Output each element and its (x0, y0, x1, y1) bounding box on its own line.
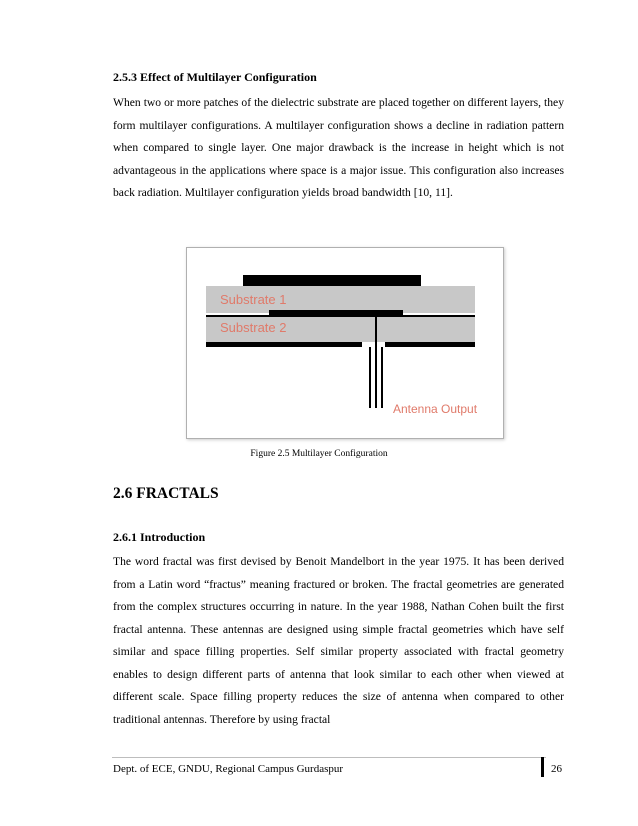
middle-patch (269, 310, 403, 315)
feed-outer-right (381, 347, 383, 408)
footer-page-bar (541, 757, 544, 777)
substrate-2-label: Substrate 2 (220, 320, 287, 335)
ground-plane-left (206, 342, 362, 347)
section-paragraph-2-6-1: The word fractal was first devised by Benoit Mandelbort in the year 1975. It has been derived from a Latin word “fractus” meaning fractured or broken. The fractal geometries are generated from the complex structures occurring in nature. In the year 1988, Nathan Cohen built the first fractal antenna. These antennas are designed using simple fractal geometries which have self similar and space filling properties. Self similar property associated with fractal geometry enables to design different parts of antenna that look similar to each other when viewed at different scale. Space filling property reduces the size of antenna when compared to other traditional antennas. Therefore by using fractal (113, 555, 564, 726)
figure-diagram (187, 248, 503, 438)
section-heading-2-5-3: 2.5.3 Effect of Multilayer Configuration (113, 70, 317, 84)
page-number: 26 (551, 763, 562, 775)
section-heading-2-6-1: 2.6.1 Introduction (113, 530, 206, 544)
layer-divider (206, 315, 475, 317)
figure-multilayer-configuration (186, 247, 504, 439)
substrate-1-label: Substrate 1 (220, 292, 287, 307)
feed-outer-left (369, 347, 371, 408)
ground-plane-right (385, 342, 475, 347)
section-heading-2-6: 2.6 FRACTALS (113, 485, 219, 502)
top-patch (243, 275, 421, 286)
figure-caption: Figure 2.5 Multilayer Configuration (250, 449, 388, 459)
antenna-output-label: Antenna Output (393, 402, 478, 416)
footer-divider (112, 757, 546, 758)
footer-department: Dept. of ECE, GNDU, Regional Campus Gurdaspur (113, 763, 344, 775)
feed-probe (375, 315, 377, 408)
section-paragraph-2-5-3: When two or more patches of the dielectric substrate are placed together on different layers, they form multilayer configurations. A multilayer configuration shows a decline in radiation pattern when compared to single layer. One major drawback is the increase in height which is not advantageous in the applications where space is a major issue. This configuration also increases back radiation. Multilayer configuration yields broad bandwidth [10, 11]. (113, 96, 564, 199)
